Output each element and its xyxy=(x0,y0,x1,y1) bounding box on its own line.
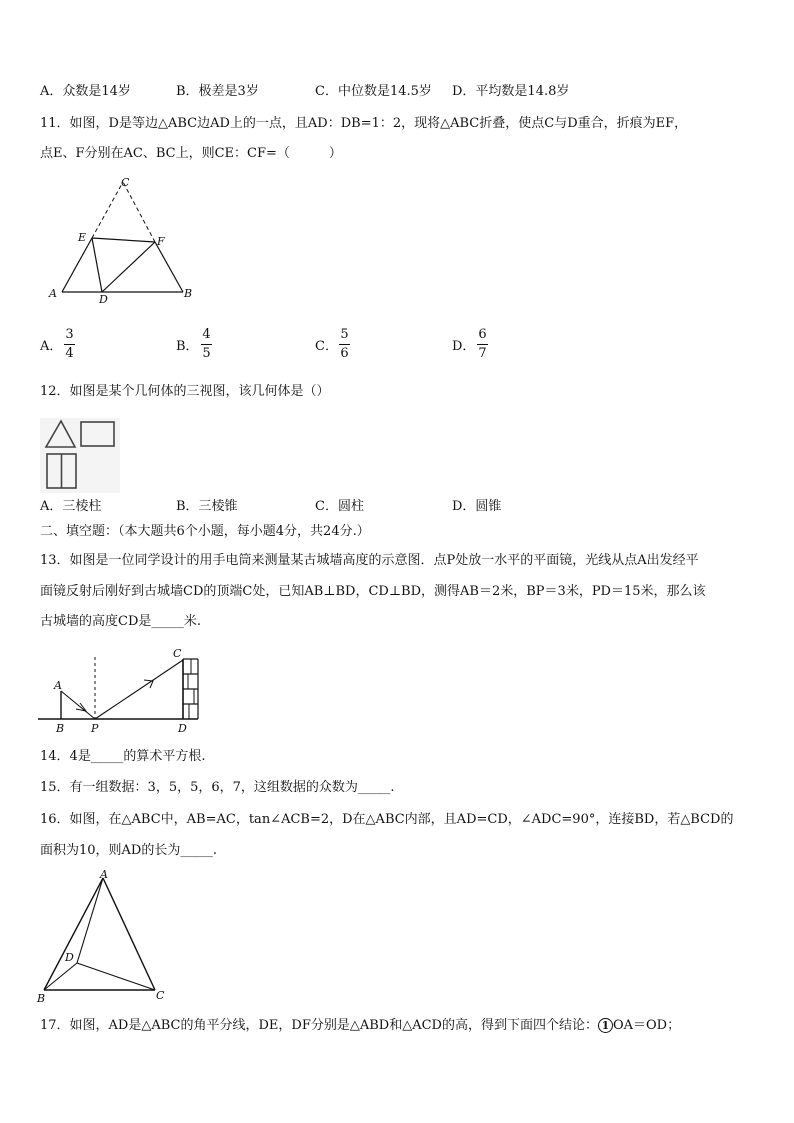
q11-option-b-fraction xyxy=(201,327,212,362)
q13-label-b: B xyxy=(56,722,65,735)
q11-option-d-fraction xyxy=(477,327,488,362)
q10-option-b: B．极差是3岁 xyxy=(176,84,259,99)
q11-option-d-letter: D． xyxy=(452,339,476,354)
section-2-heading: 二、填空题：（本大题共6个小题，每小题4分，共24分.） xyxy=(40,524,370,539)
q13-label-a: A xyxy=(54,679,62,692)
circled-number-icon: 1 xyxy=(598,1018,613,1033)
q11-option-c-fraction xyxy=(339,327,350,362)
q12-three-views-figure xyxy=(40,418,120,493)
q11-label-f: F xyxy=(157,235,165,248)
q10-option-c: C．中位数是14.5岁 xyxy=(315,84,432,99)
q17-conclusion-1: OA＝OD； xyxy=(612,1018,681,1033)
q11-option-a-letter: A． xyxy=(40,339,63,354)
q16-label-c: C xyxy=(156,989,165,1002)
numerator: 4 xyxy=(202,327,211,342)
q15-question: 15．有一组数据：3，5，5，6，7，这组数据的众数为_____. xyxy=(40,780,395,795)
q16-line2: 面积为10，则AD的长为_____. xyxy=(40,843,217,858)
numerator: 6 xyxy=(478,327,487,342)
q11-line2: 点E、F分别在AC、BC上，则CE：CF=（ ） xyxy=(40,146,342,161)
q12-option-b: B．三棱锥 xyxy=(176,499,238,514)
q16-triangle-figure xyxy=(34,868,174,1008)
q11-label-b: B xyxy=(184,287,193,300)
q12-question: 12．如图是某个几何体的三视图，该几何体是（） xyxy=(40,384,330,399)
q13-label-c: C xyxy=(173,647,182,660)
q11-label-d: D xyxy=(99,293,108,306)
denominator: 5 xyxy=(202,346,211,361)
q16-label-d: D xyxy=(65,951,74,964)
q10-option-a: A．众数是14岁 xyxy=(40,84,131,99)
numerator: 3 xyxy=(65,327,74,342)
q11-triangle-figure xyxy=(40,172,210,307)
q16-line1: 16．如图，在△ABC中，AB=AC，tan∠ACB=2，D在△ABC内部，且AD=CD，∠ADC=90°，连接BD，若△BCD的 xyxy=(40,812,734,827)
q13-label-d: D xyxy=(178,722,187,735)
q13-line2: 面镜反射后刚好到古城墙CD的顶端C处，已知AB⊥BD，CD⊥BD，测得AB＝2米，BP＝3米，PD＝15米，那么该 xyxy=(40,584,706,599)
q13-line3: 古城墙的高度CD是_____米. xyxy=(40,614,202,629)
q16-label-b: B xyxy=(37,992,46,1005)
q11-option-a-fraction xyxy=(64,327,75,362)
q11-line1: 11．如图，D是等边△ABC边AD上的一点，且AD：DB=1：2，现将△ABC折叠，使点C与D重合，折痕为EF， xyxy=(40,116,688,131)
q11-label-a: A xyxy=(49,287,57,300)
numerator: 5 xyxy=(340,327,349,342)
denominator: 4 xyxy=(65,346,74,361)
q11-label-e: E xyxy=(78,231,87,244)
q16-label-a: A xyxy=(100,868,108,881)
q12-option-c: C．圆柱 xyxy=(315,499,364,514)
q12-option-d: D．圆锥 xyxy=(452,499,502,514)
q12-option-a: A．三棱柱 xyxy=(40,499,102,514)
q10-option-d: D．平均数是14.8岁 xyxy=(452,84,570,99)
q11-label-c: C xyxy=(121,176,130,189)
q13-wall-figure xyxy=(38,643,208,738)
denominator: 6 xyxy=(340,346,349,361)
denominator: 7 xyxy=(478,346,487,361)
q13-line1: 13．如图是一位同学设计的用手电筒来测量某古城墙高度的示意图．点P处放一水平的平面镜，光线从点A出发经平 xyxy=(40,553,699,568)
q17-text: 17．如图，AD是△ABC的角平分线，DE，DF分别是△ABD和△ACD的高，得到下面四个结论： xyxy=(40,1018,598,1033)
q13-label-p: P xyxy=(91,722,99,735)
q11-option-c-letter: C． xyxy=(315,339,338,354)
q11-option-b-letter: B． xyxy=(176,339,199,354)
q14-question: 14．4是_____的算术平方根. xyxy=(40,749,206,764)
q17-line1 xyxy=(40,1017,680,1035)
